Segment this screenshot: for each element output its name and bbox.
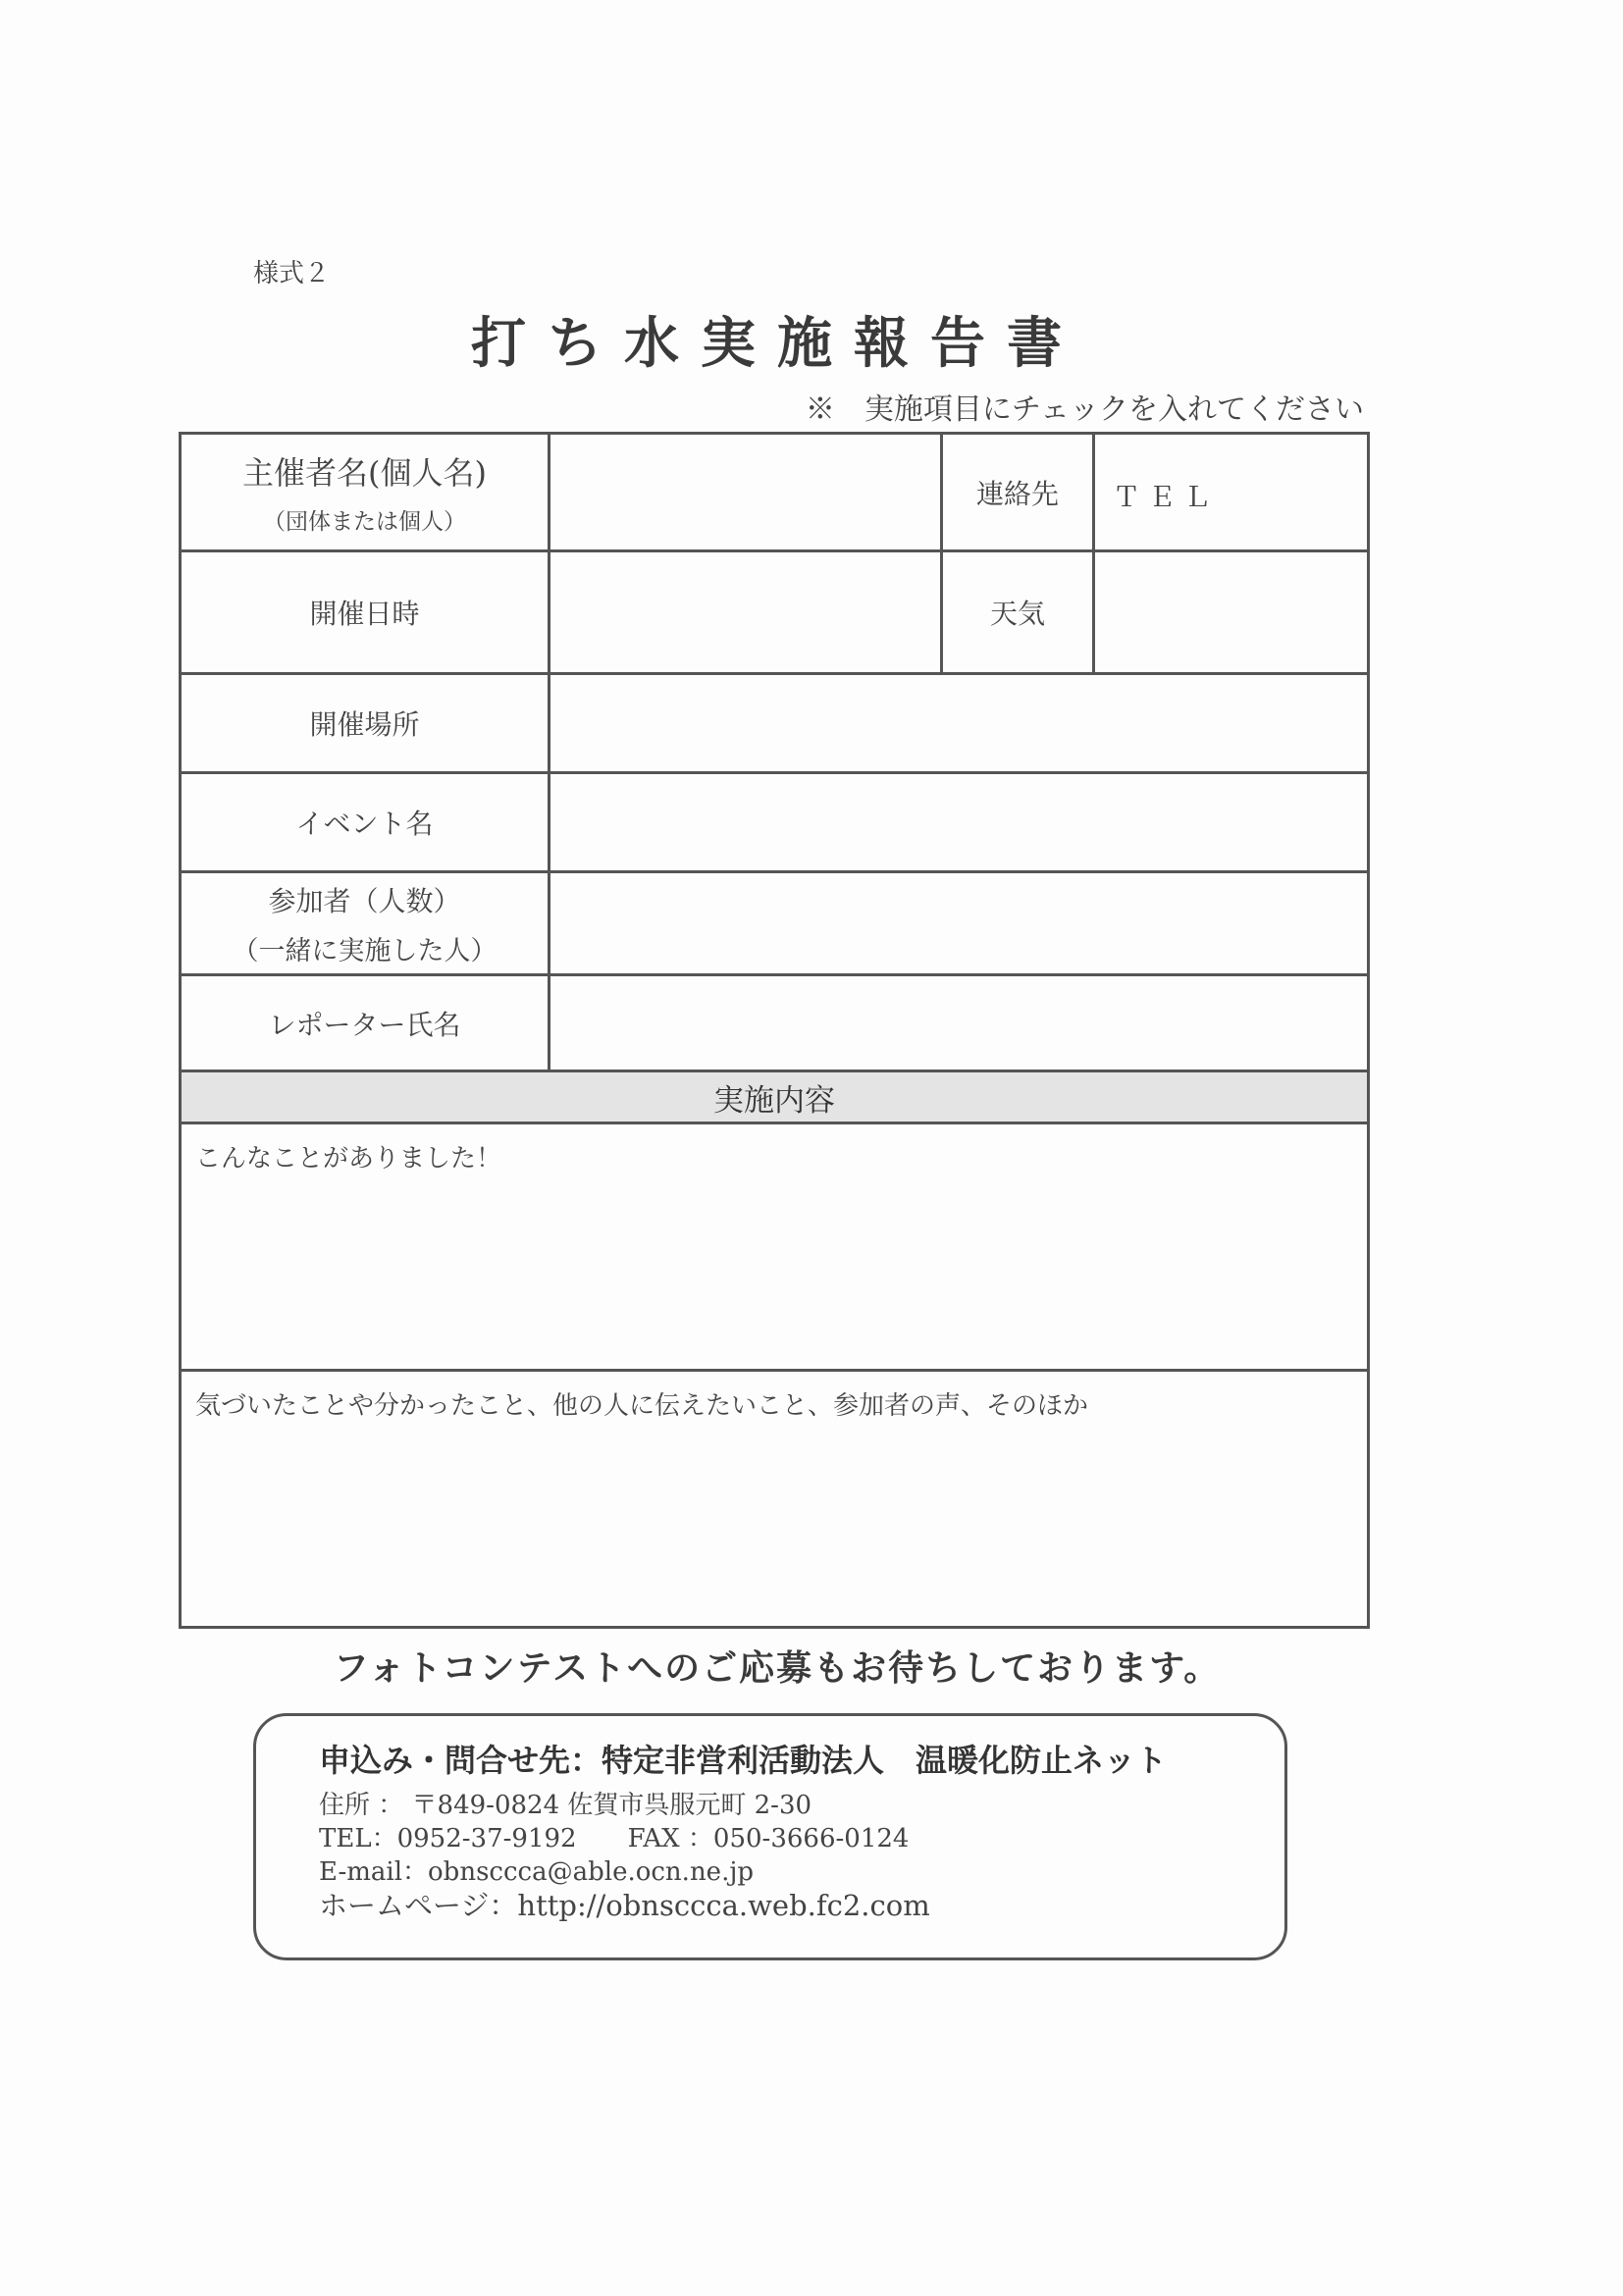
reporter-field[interactable] — [550, 976, 1367, 1070]
date-label: 開催日時 — [182, 552, 550, 672]
weather-field[interactable] — [1095, 552, 1367, 672]
details-box-events-prompt: こんなことがありました！ — [195, 1144, 502, 1174]
organizer-field[interactable] — [550, 435, 940, 549]
page-title: 打ち水実施報告書 — [471, 312, 1083, 376]
details-box-notes[interactable] — [182, 1372, 1367, 1629]
event-field[interactable] — [550, 774, 1367, 870]
organizer-sublabel: （団体または個人） — [263, 509, 466, 535]
contact-label: 連絡先 — [940, 435, 1095, 549]
row-date — [182, 552, 1367, 675]
contact-tel-prefix: ＴＥＬ — [1113, 481, 1220, 513]
venue-field[interactable] — [550, 675, 1367, 771]
venue-label: 開催場所 — [182, 675, 550, 771]
participants-label: 参加者（人数） — [268, 884, 461, 917]
weather-label: 天気 — [940, 552, 1095, 672]
reporter-label: レポーター氏名 — [182, 976, 550, 1070]
participants-field[interactable] — [550, 873, 1367, 973]
event-label: イベント名 — [182, 774, 550, 870]
contact-tel-fax: TEL：0952-37-9192 FAX ：050-3666-0124 — [319, 1824, 910, 1853]
contact-box — [253, 1713, 1287, 1960]
contact-address: 住所 ： 〒849-0824 佐賀市呉服元町 2-30 — [319, 1791, 812, 1820]
details-header: 実施内容 — [182, 1072, 1367, 1124]
participants-sublabel: （一緒に実施した人） — [232, 935, 497, 966]
organizer-label: 主催者名(個人名) — [242, 454, 487, 492]
contact-tel-field[interactable] — [1095, 435, 1367, 549]
details-box-notes-prompt: 気づいたことや分かったこと、他の人に伝えたいこと、参加者の声、そのほか — [195, 1391, 1089, 1421]
contact-header: 申込み・問合せ先：特定非営利活動法人 温暖化防止ネット — [319, 1742, 1168, 1779]
photo-contest-note: フォトコンテストへのご応募もお待ちしております。 — [333, 1648, 1222, 1689]
contact-homepage[interactable]: ホームページ：http://obnsccca.web.fc2.com — [319, 1889, 930, 1922]
row-reporter — [182, 976, 1367, 1072]
organizer-label-cell — [182, 435, 550, 549]
report-form — [179, 432, 1370, 1629]
participants-label-cell — [182, 873, 550, 973]
contact-email[interactable]: E-mail：obnsccca@able.ocn.ne.jp — [319, 1857, 755, 1887]
row-venue — [182, 675, 1367, 774]
details-box-events[interactable] — [182, 1124, 1367, 1372]
instruction-note: ※ 実施項目にチェックを入れてください — [805, 392, 1364, 427]
row-event — [182, 774, 1367, 873]
date-field[interactable] — [550, 552, 940, 672]
row-organizer — [182, 435, 1367, 552]
row-participants — [182, 873, 1367, 976]
form-number: 様式２ — [253, 259, 331, 288]
